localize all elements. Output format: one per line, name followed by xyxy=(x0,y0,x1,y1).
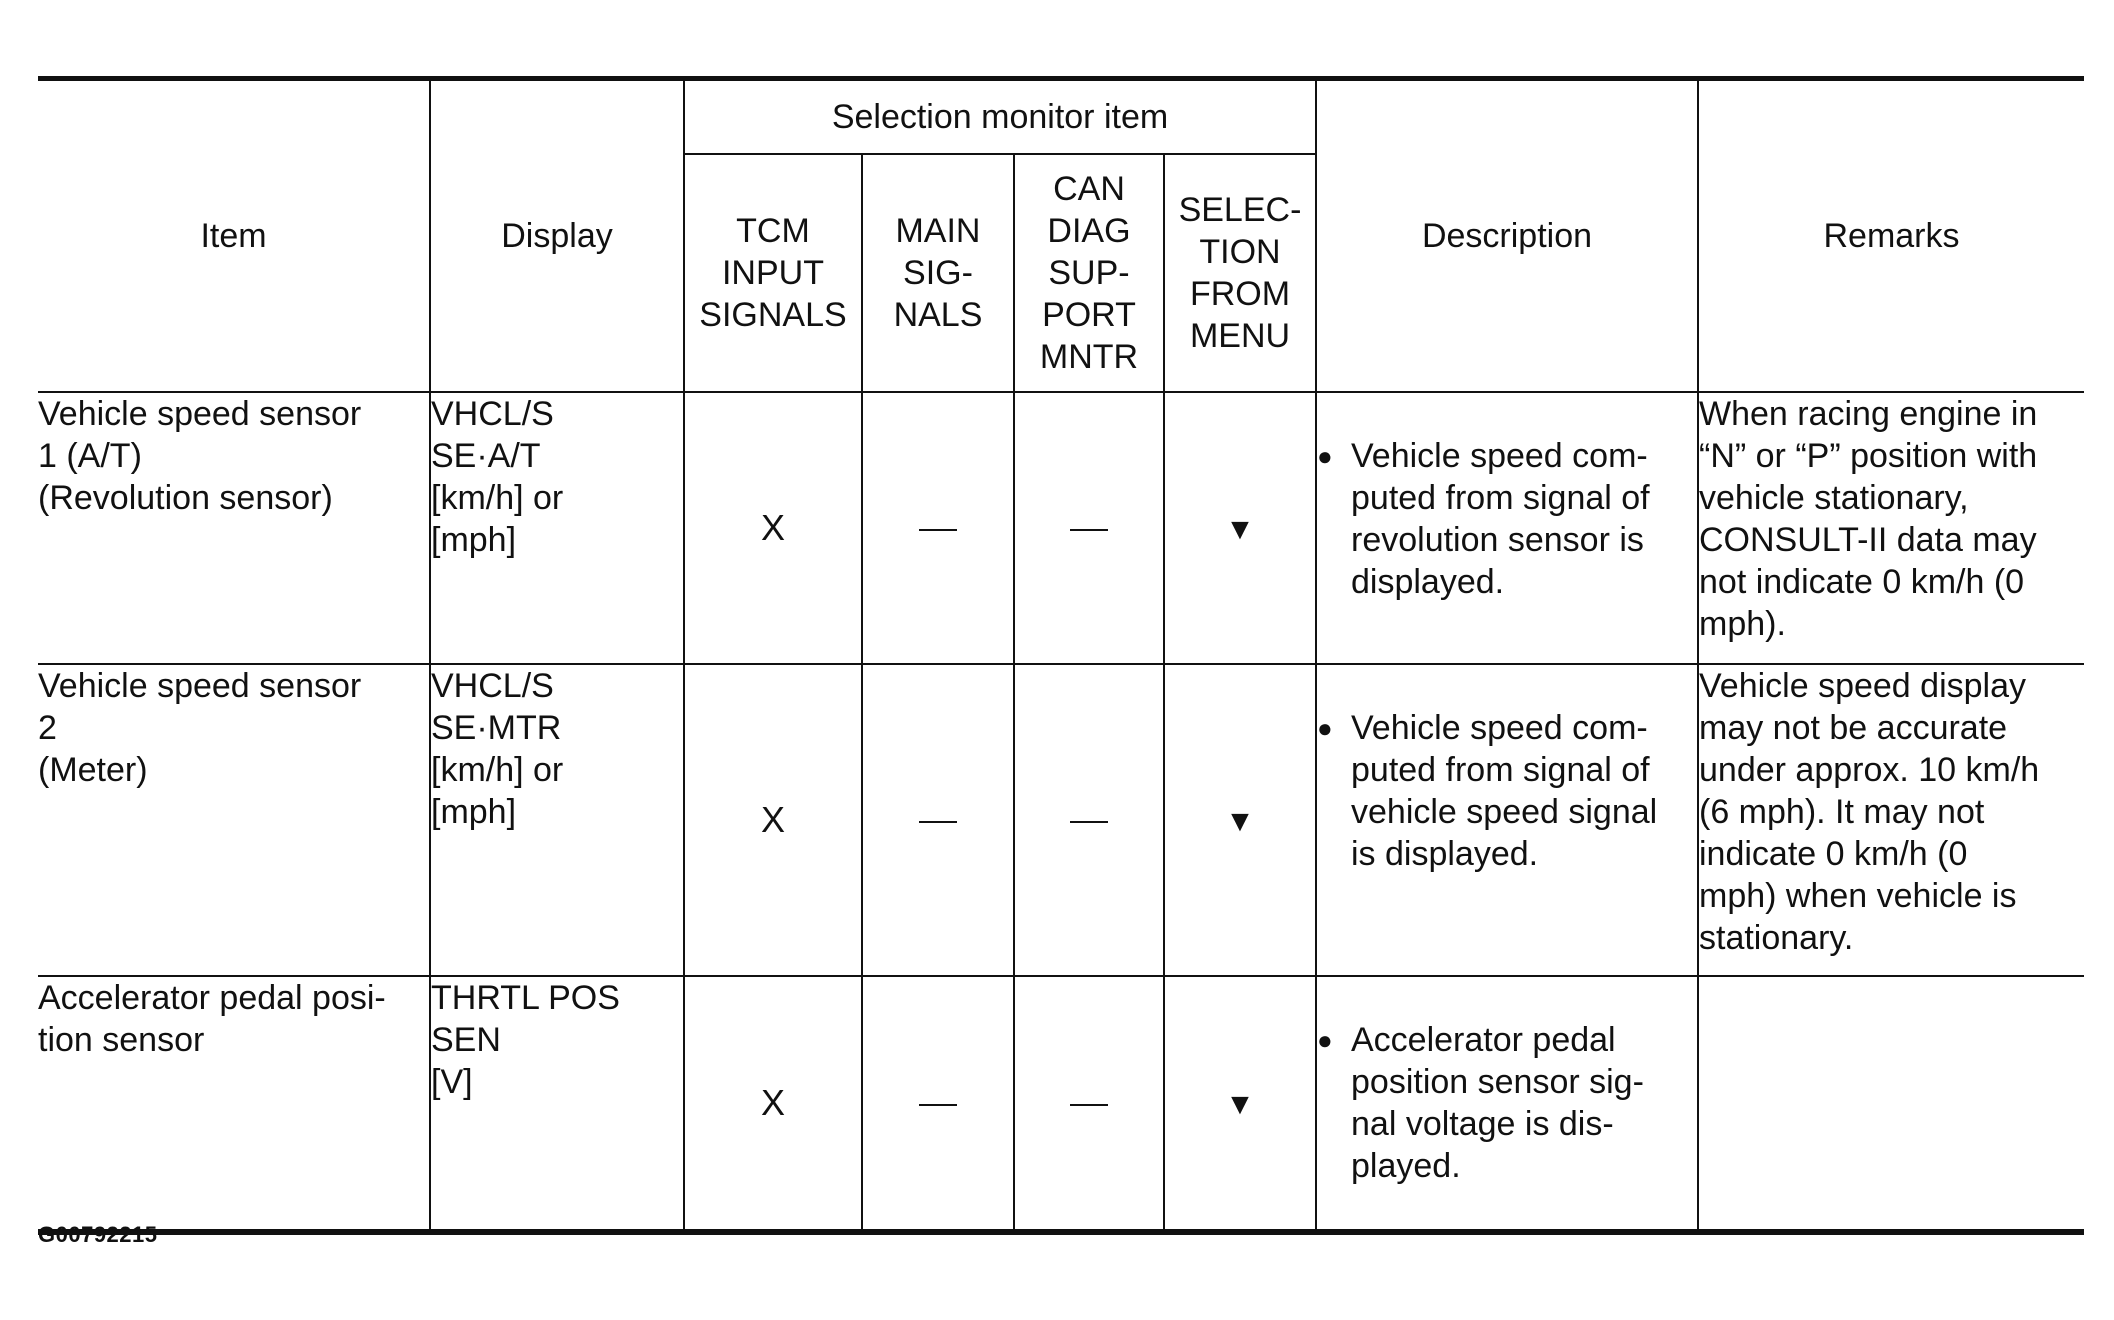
monitor-item-sheet xyxy=(38,76,2084,1235)
header-tcm-input-signals xyxy=(684,154,862,392)
header-can-diag-support xyxy=(1014,154,1164,392)
header-can-label: CAN DIAG SUP- PORT MNTR xyxy=(1039,170,1139,376)
dash-mark xyxy=(919,529,957,531)
display-cell: VHCL/S SE·MTR [km/h] or [mph] xyxy=(430,664,684,976)
table-row xyxy=(38,392,2084,664)
menu-mark-cell xyxy=(1164,392,1316,664)
description-cell xyxy=(1316,392,1698,664)
can-mark-cell xyxy=(1014,976,1164,1232)
table-row xyxy=(38,976,2084,1232)
description-cell xyxy=(1316,976,1698,1232)
description-text: Vehicle speed com- puted from signal of vehicle speed signal is displayed. xyxy=(1351,709,1658,873)
main-mark-cell xyxy=(862,664,1014,976)
header-menu-label: SELEC- TION FROM MENU xyxy=(1178,191,1302,355)
main-mark-cell xyxy=(862,392,1014,664)
item-cell: Vehicle speed sensor 1 (A/T) (Revolution sensor) xyxy=(38,392,430,664)
description-text: Vehicle speed com- puted from signal of revolution sensor is displayed. xyxy=(1351,437,1650,601)
header-remarks: Remarks xyxy=(1698,79,2084,393)
header-main-label: MAIN SIG- NALS xyxy=(893,212,983,334)
dash-mark xyxy=(1070,529,1108,531)
dash-mark xyxy=(1070,821,1108,823)
dash-mark xyxy=(919,1104,957,1106)
bullet-icon: ● xyxy=(1317,441,1333,471)
main-mark-cell xyxy=(862,976,1014,1232)
monitor-item-table xyxy=(38,76,2084,1235)
figure-code: G00792215 xyxy=(38,1222,158,1247)
bullet-icon: ● xyxy=(1317,1025,1333,1055)
item-cell: Vehicle speed sensor 2 (Meter) xyxy=(38,664,430,976)
header-selection-monitor-item: Selection monitor item xyxy=(684,79,1316,155)
dash-mark xyxy=(1070,1104,1108,1106)
description-cell xyxy=(1316,664,1698,976)
item-cell: Accelerator pedal posi- tion sensor xyxy=(38,976,430,1232)
header-tcm-label: TCM INPUT SIGNALS xyxy=(699,212,847,334)
triangle-down-icon: ▼ xyxy=(1225,1087,1255,1121)
menu-mark-cell xyxy=(1164,976,1316,1232)
can-mark-cell xyxy=(1014,392,1164,664)
description-text: Accelerator pedal position sensor sig- nal voltage is dis- played. xyxy=(1351,1021,1644,1185)
header-selection-from-menu xyxy=(1164,154,1316,392)
triangle-down-icon: ▼ xyxy=(1225,804,1255,838)
header-main-signals xyxy=(862,154,1014,392)
can-mark-cell xyxy=(1014,664,1164,976)
header-item: Item xyxy=(38,79,430,393)
display-cell: VHCL/S SE·A/T [km/h] or [mph] xyxy=(430,392,684,664)
dash-mark xyxy=(919,821,957,823)
remarks-cell xyxy=(1698,976,2084,1232)
remarks-cell: When racing engine in “N” or “P” position with vehicle stationary, CONSULT-II data may not indicate 0 km/h (0 mph). xyxy=(1698,392,2084,664)
tcm-mark-cell: X xyxy=(684,664,862,976)
header-description: Description xyxy=(1316,79,1698,393)
tcm-mark-cell: X xyxy=(684,392,862,664)
tcm-mark-cell: X xyxy=(684,976,862,1232)
bullet-icon: ● xyxy=(1317,713,1333,743)
triangle-down-icon: ▼ xyxy=(1225,512,1255,546)
display-cell: THRTL POS SEN [V] xyxy=(430,976,684,1232)
table-row xyxy=(38,664,2084,976)
remarks-cell: Vehicle speed display may not be accurate under approx. 10 km/h (6 mph). It may not indicate 0 km/h (0 mph) when vehicle is stationary. xyxy=(1698,664,2084,976)
menu-mark-cell xyxy=(1164,664,1316,976)
header-display: Display xyxy=(430,79,684,393)
